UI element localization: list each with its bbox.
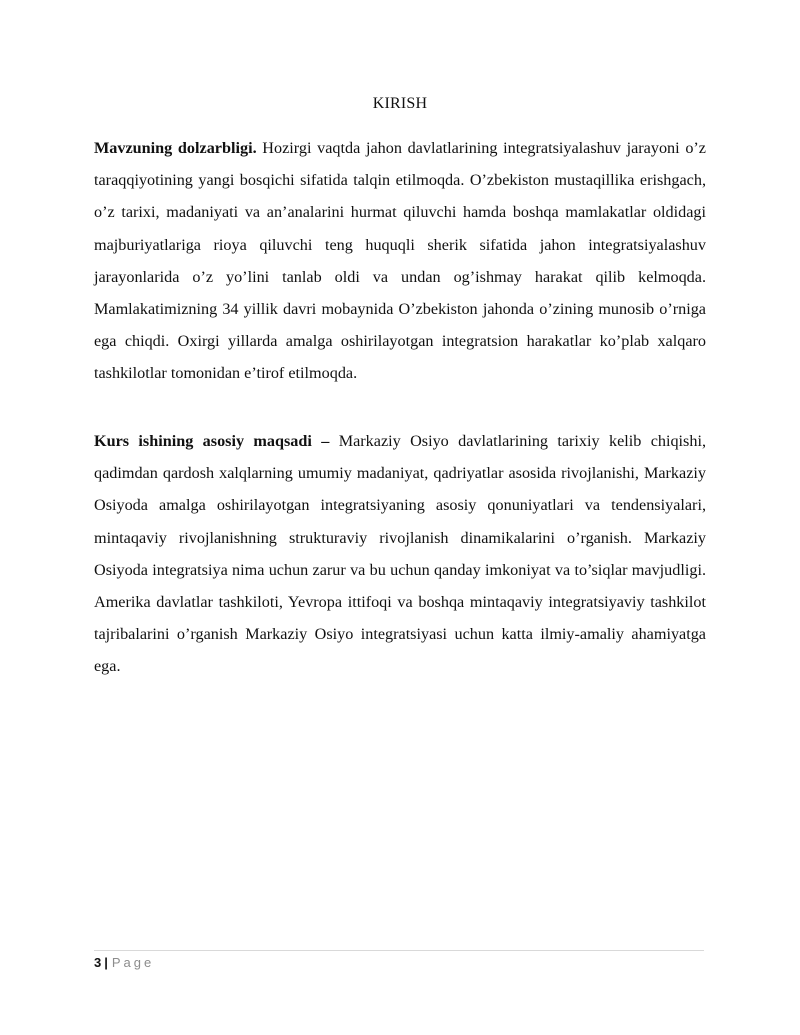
page-word-label: Page <box>111 955 155 970</box>
footer-separator: | <box>104 955 108 970</box>
footer-divider <box>94 950 704 951</box>
section-heading: KIRISH <box>372 95 428 112</box>
page-footer <box>94 954 154 972</box>
paragraph-goal <box>94 425 706 683</box>
paragraph-text-relevance: Hozirgi vaqtda jahon davlatlarining integratsiyalashuv jarayoni o’z taraqqiyotining yangi bosqichi sifatida talqin etilmoqda. O’zbekiston mustaqillika erishgach, o’z tarixi, madaniyati va an’analarini hurmat qiluvchi hamda boshqa mamlakatlar oldidagi majburiyatlariga rioya qiluvchi teng huquqli sherik sifatida jahon integratsiyalashuv jarayonlarida o’z yo’lini tanlab oldi va undan og’ishmay harakat qilib kelmoqda. Mamlakatimizning 34 yillik davri mobaynida O’zbekiston jahonda o’zining munosib o’rniga ega chiqdi. Oxirgi yillarda amalga oshirilayotgan integratsion harakatlar ko’plab xalqaro tashkilotlar tomonidan e’tirof etilmoqda. <box>94 139 706 383</box>
page-number: 3 <box>94 955 102 970</box>
paragraph-relevance <box>94 132 706 390</box>
paragraph-lead-goal: Kurs ishining asosiy maqsadi – <box>94 432 330 450</box>
paragraph-lead-relevance: Mavzuning dolzarbligi. <box>94 139 257 157</box>
paragraph-text-goal: Markaziy Osiyo davlatlarining tarixiy kelib chiqishi, qadimdan qardosh xalqlarning umumiy madaniyat, qadriyatlar asosida rivojlanishi, Markaziy Osiyoda amalga oshirilayotgan integratsiyaning asosiy qonuniyatlari va tendensiyalari, mintaqaviy rivojlanishning strukturaviy rivojlanish dinamikalarini o’rganish. Markaziy Osiyoda integratsiya nima uchun zarur va bu uchun qanday imkoniyat va to’siqlar mavjudligi. Amerika davlatlar tashkiloti, Yevropa ittifoqi va boshqa mintaqaviy integratsiyaviy tashkilot tajribalarini o’rganish Markaziy Osiyo integratsiyasi uchun katta ilmiy-amaliy ahamiyatga ega. <box>94 432 706 676</box>
